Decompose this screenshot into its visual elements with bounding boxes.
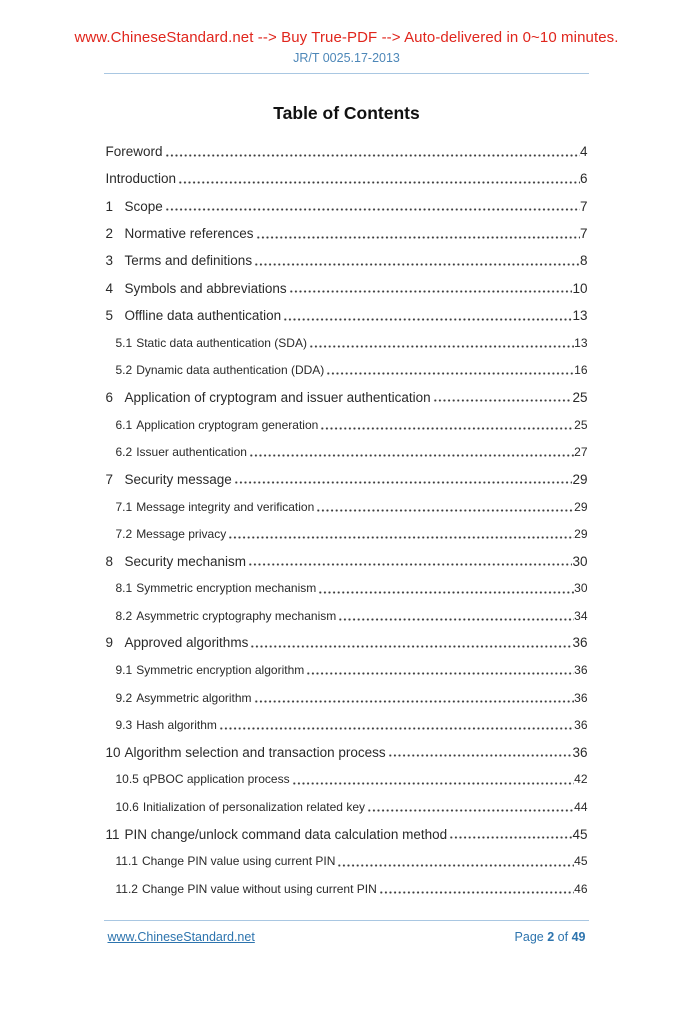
toc-entry-page: 30 [574,581,588,596]
toc-entry-page: 30 [572,553,588,569]
toc-entry-title: PIN change/unlock command data calculation method [124,826,448,842]
toc-entry-number: 5.2 [115,363,133,378]
toc-dot-leader [309,329,574,356]
toc-entry-page: 7 [579,226,588,242]
toc-entry-title: Dynamic data authentication (DDA) [136,363,325,378]
toc-dot-leader [388,739,573,766]
toc-entry-title: Message privacy [136,526,227,541]
toc-entry[interactable] [106,739,588,766]
toc-entry-number: 11.1 [115,854,138,869]
toc-entry-number: 5 [105,307,114,323]
toc-entry-number: 10.5 [115,772,139,787]
toc-entry-title: Initialization of personalization related key [142,799,365,814]
toc-entry[interactable] [106,384,588,411]
toc-entry-title: Change PIN value using current PIN [141,854,336,869]
document-page [0,29,693,944]
toc-entry-title: Application of cryptogram and issuer authentication [124,389,431,405]
toc-dot-leader [248,547,572,574]
toc-entry-title: Application cryptogram generation [136,417,319,432]
toc-dot-leader [283,302,572,329]
toc-entry-page: 36 [574,663,588,678]
toc-entry[interactable] [106,848,588,875]
toc-entry-number: 2 [105,226,114,242]
toc-entry-title: Approved algorithms [124,635,249,651]
toc-entry-page: 10 [572,280,588,296]
toc-entry-title: Static data authentication (SDA) [136,335,307,350]
toc-entry-number: 6.1 [115,417,133,432]
toc-entry-page: 36 [572,744,588,760]
toc-entry-page: 29 [574,526,588,541]
toc-entry[interactable] [106,684,588,711]
toc-entry[interactable] [106,138,588,165]
toc-entry[interactable] [106,466,588,493]
page-of-label: of [557,930,569,945]
toc-entry-page: 25 [572,389,588,405]
toc-entry-number: 3 [105,253,114,269]
toc-entry[interactable] [106,629,588,656]
toc-entry-title: Symmetric encryption algorithm [136,663,305,678]
toc-dot-leader [178,165,580,192]
toc-entry-title: Foreword [105,144,163,160]
footer-site-link[interactable]: www.ChineseStandard.net [107,930,255,945]
toc-dot-leader [318,575,574,602]
toc-dot-leader [326,356,574,383]
toc-entry-page: 29 [574,499,588,514]
toc-entry-title: Security message [124,471,232,487]
toc-dot-leader [337,848,574,875]
toc-entry[interactable] [106,438,588,465]
table-of-contents [106,138,588,902]
toc-dot-leader [338,602,574,629]
toc-entry-number: 6.2 [115,444,133,459]
toc-entry[interactable] [106,193,588,220]
toc-entry[interactable] [106,220,588,247]
toc-entry[interactable] [106,820,588,847]
toc-entry[interactable] [106,302,588,329]
page-current: 2 [547,930,555,945]
toc-entry[interactable] [106,356,588,383]
toc-dot-leader [165,193,580,220]
toc-entry[interactable] [106,711,588,738]
toc-entry[interactable] [106,793,588,820]
toc-entry[interactable] [106,875,588,902]
toc-dot-leader [254,247,580,274]
toc-entry[interactable] [106,247,588,274]
toc-entry-page: 36 [572,635,588,651]
page-indicator [515,930,586,944]
toc-entry-page: 45 [574,854,588,869]
toc-entry-number: 11.2 [115,881,138,896]
toc-entry[interactable] [106,274,588,301]
toc-entry-number: 7.1 [115,499,133,514]
toc-entry-page: 46 [574,881,588,896]
toc-entry-page: 16 [574,363,588,378]
toc-dot-leader [379,875,574,902]
toc-entry-title: Security mechanism [124,553,247,569]
toc-entry[interactable] [106,547,588,574]
header-divider [104,73,589,74]
toc-dot-leader [256,220,580,247]
standard-code: JR/T 0025.17-2013 [293,51,400,65]
toc-entry-number: 10.6 [115,799,139,814]
toc-entry-page: 44 [574,799,588,814]
toc-entry[interactable] [106,766,588,793]
toc-entry-page: 27 [574,444,588,459]
toc-entry-title: Introduction [105,171,177,187]
toc-dot-leader [320,411,574,438]
toc-entry-number: 9.3 [115,717,133,732]
toc-entry-number: 8 [105,553,114,569]
toc-dot-leader [249,438,574,465]
toc-entry-number: 9.1 [115,663,133,678]
promo-banner-link[interactable]: www.ChineseStandard.net --> Buy True-PDF --> Auto-delivered in 0~10 minutes. [74,29,619,46]
toc-entry[interactable] [106,520,588,547]
toc-dot-leader [289,274,573,301]
toc-dot-leader [433,384,573,411]
toc-entry-number: 4 [105,280,114,296]
toc-entry-title: Offline data authentication [124,307,282,323]
toc-entry[interactable] [106,329,588,356]
toc-entry-title: Symbols and abbreviations [124,280,287,296]
toc-entry-number: 7 [105,471,114,487]
page-total: 49 [571,930,586,945]
toc-entry[interactable] [106,602,588,629]
toc-entry-page: 7 [579,198,588,214]
toc-dot-leader [219,711,574,738]
toc-entry-page: 8 [579,253,588,269]
toc-entry-page: 36 [574,690,588,705]
toc-dot-leader [306,657,574,684]
page-title: Table of Contents [273,103,420,123]
toc-entry-title: Change PIN value without using current PIN [141,881,377,896]
toc-dot-leader [228,520,574,547]
toc-entry-title: Issuer authentication [136,444,247,459]
toc-entry-page: 29 [572,471,588,487]
toc-entry-number: 8.2 [115,608,133,623]
toc-entry-title: Hash algorithm [136,717,217,732]
toc-entry-title: Asymmetric cryptography mechanism [136,608,337,623]
toc-entry-title: Symmetric encryption mechanism [136,581,317,596]
toc-entry-page: 25 [574,417,588,432]
toc-entry-number: 5.1 [115,335,133,350]
toc-entry-number: 9.2 [115,690,133,705]
page-footer [108,930,586,944]
page-label: Page [514,930,544,945]
toc-entry-number: 10 [105,744,121,760]
toc-dot-leader [316,493,574,520]
toc-entry-number: 8.1 [115,581,133,596]
toc-entry[interactable] [106,493,588,520]
toc-dot-leader [449,820,572,847]
footer-divider [104,920,589,921]
toc-dot-leader [165,138,580,165]
toc-entry[interactable] [106,411,588,438]
toc-entry-title: Scope [124,198,163,214]
toc-dot-leader [292,766,575,793]
toc-entry-title: Terms and definitions [124,253,253,269]
toc-entry-page: 13 [574,335,588,350]
toc-entry[interactable] [106,165,588,192]
toc-entry-page: 36 [574,717,588,732]
toc-entry-title: Message integrity and verification [136,499,315,514]
toc-dot-leader [234,466,573,493]
toc-entry-title: Algorithm selection and transaction process [124,744,386,760]
toc-entry-page: 6 [579,171,588,187]
toc-entry[interactable] [106,575,588,602]
toc-entry[interactable] [106,657,588,684]
toc-entry-page: 42 [574,772,588,787]
toc-entry-page: 13 [572,307,588,323]
toc-entry-number: 11 [105,826,120,842]
toc-entry-number: 1 [105,198,114,214]
toc-dot-leader [367,793,574,820]
toc-dot-leader [250,629,572,656]
toc-entry-title: Normative references [124,226,254,242]
toc-entry-page: 45 [572,826,588,842]
toc-entry-page: 34 [574,608,588,623]
toc-entry-number: 6 [105,389,114,405]
toc-entry-number: 7.2 [115,526,133,541]
toc-entry-page: 4 [579,144,588,160]
toc-dot-leader [254,684,575,711]
toc-entry-number: 9 [105,635,114,651]
toc-entry-title: Asymmetric algorithm [136,690,252,705]
toc-entry-title: qPBOC application process [142,772,290,787]
